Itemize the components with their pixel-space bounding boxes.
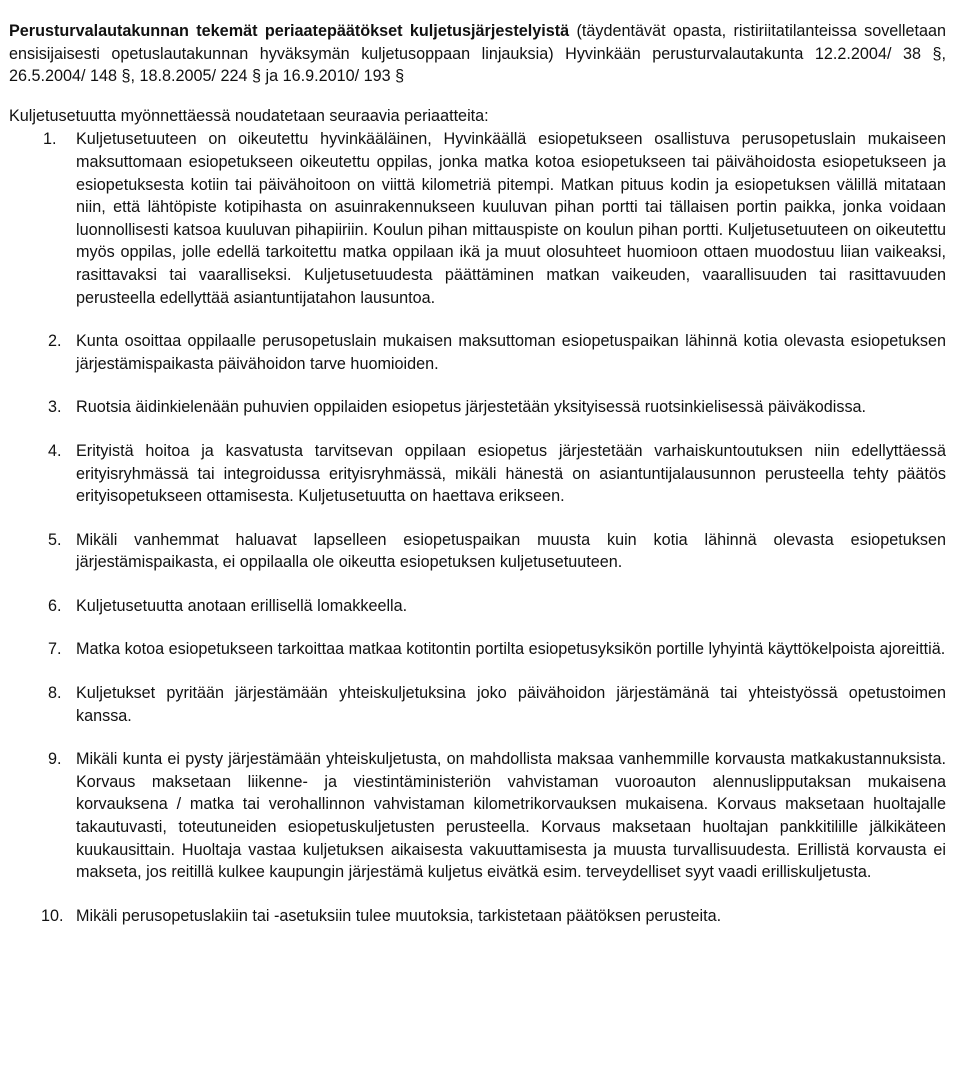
principle-number: 4. [48, 441, 62, 460]
principle-text: Mikäli kunta ei pysty järjestämään yhteiskuljetusta, on mahdollista maksaa vanhemmille korvausta matkakustannuksista. Korvaus maksetaan liikenne- ja viestintäministeriön vahvistaman vuoroauton alennuslipputaksan mukaisena korvauksena / matka tai verohallinnon vahvistaman kilometrikorvauksen mukaisena. Korvaus maksetaan huoltajalle takautuvasti, toteutuneiden esiopetuskuljetusten perusteella. Korvaus maksetaan huoltajan pankkitilille jälkikäteen kuukausittain. Huoltaja vastaa kuljetuksen aikaisesta vakuuttamisesta ja muusta turvallisuudesta. Erillistä korvausta ei makseta, jos reitillä kulkee kaupungin järjestämä kuljetus eivätkä esim. terveydelliset syyt vaadi erilliskuljetusta. [76, 750, 946, 882]
document-title-details: (täydentävät opasta, ristiriitatilanteissa sovelletaan ensisijaisesti opetuslautakunnan hyväksymän kuljetusoppaan linjauksia) Hyvinkään perusturvalautakunta 12.2.2004/ 38 §, 26.5.2004/ 148 §, 18.8.2005/ 224 § ja 16.9.2010/ 193 § [9, 22, 946, 86]
principle-text: Erityistä hoitoa ja kasvatusta tarvitsevan oppilaan esiopetus järjestetään varhaiskuntoutuksen niin edellyttäessä erityisryhmässä tai integroidussa erityisryhmässä, mikäli hänestä on asiantuntijalausunnon perusteella tehty päätös erityisopetukseen ottamisesta. Kuljetusetuutta on haettava erikseen. [76, 441, 946, 506]
principle-number: 9. [48, 750, 62, 769]
principles-intro: Kuljetusetuutta myönnettäessä noudatetaan seuraavia periaatteita: [9, 106, 489, 125]
principle-number: 8. [48, 684, 62, 703]
principle-number: 10. [41, 906, 64, 925]
principle-item-2 [9, 330, 946, 375]
principle-item-3 [9, 396, 946, 419]
principle-item-7 [9, 638, 946, 661]
principle-number: 5. [48, 530, 62, 549]
principle-item-9 [9, 748, 946, 884]
principle-item-6 [9, 595, 946, 618]
principle-text: Kuljetusetuuteen on oikeutettu hyvinkääläinen, Hyvinkäällä esiopetukseen osallistuva perusopetuslain mukaiseen maksuttomaan esiopetukseen oikeutettu oppilas, jonka matka kotoa esiopetukseen tai päivähoidosta esiopetukseen ja esiopetuksesta kotiin tai päivähoitoon on viittä kilometriä pitempi. Matkan pituus kodin ja esiopetuksen välillä mitataan niin, että lähtöpiste kotipihasta on asuinrakennukseen kuuluvan pihan portti tai tällaisen portin paikka, jonka voidaan luonnollisesti katsoa kuuluvan pihapiiriin. Koulun pihan mittauspiste on koulun pihan portti. Kuljetusetuuteen on oikeutettu myös oppilas, jolle edellä tarkoitettu matka oppilaan ikä ja muut olosuhteet huomioon ottaen muodostuu liian vaikeaksi, rasittavaksi tai vaaralliseksi. Kuljetusetuudesta päättäminen matkan vaikeuden, vaarallisuuden tai rasittavuuden perusteella edellyttää asiantuntijatahon lausuntoa. [76, 130, 946, 307]
principle-number: 3. [48, 398, 62, 417]
document-header [9, 20, 946, 88]
principle-text: Mikäli vanhemmat haluavat lapselleen esiopetuspaikan muusta kuin kotia lähinnä olevasta esiopetuksen järjestämispaikasta, ei oppilaalla ole oikeutta esiopetuksen kuljetusetuuteen. [76, 530, 946, 572]
principle-number: 6. [48, 596, 62, 615]
principle-text: Matka kotoa esiopetukseen tarkoittaa matkaa kotitontin portilta esiopetusyksikön portille lyhyintä käyttökelpoista ajoreittiä. [76, 640, 946, 659]
principle-item-1 [9, 128, 946, 309]
principle-number: 7. [48, 640, 62, 659]
principle-number: 2. [48, 332, 62, 351]
principle-item-10 [9, 905, 946, 928]
principle-text: Kunta osoittaa oppilaalle perusopetuslain mukaisen maksuttoman esiopetuspaikan lähinnä kotia olevasta esiopetuksen järjestämispaikasta päivähoidon tarve huomioiden. [76, 332, 946, 373]
principle-text: Kuljetukset pyritään järjestämään yhteiskuljetuksina joko päivähoidon järjestämänä tai yhteistyössä opetustoimen kanssa. [76, 684, 946, 725]
principle-item-5 [9, 529, 946, 574]
principle-item-8 [9, 682, 946, 727]
principle-number: 1. [43, 130, 57, 149]
document-title: Perusturvalautakunnan tekemät periaatepäätökset kuljetusjärjestelyistä [9, 22, 570, 40]
document-page [9, 20, 946, 927]
principle-item-4 [9, 440, 946, 508]
principle-text: Kuljetusetuutta anotaan erillisellä lomakkeella. [76, 596, 408, 615]
principle-text: Mikäli perusopetuslakiin tai -asetuksiin tulee muutoksia, tarkistetaan päätöksen perusteita. [76, 906, 722, 925]
principle-text: Ruotsia äidinkielenään puhuvien oppilaiden esiopetus järjestetään yksityisessä ruotsinkielisessä päiväkodissa. [76, 398, 867, 417]
